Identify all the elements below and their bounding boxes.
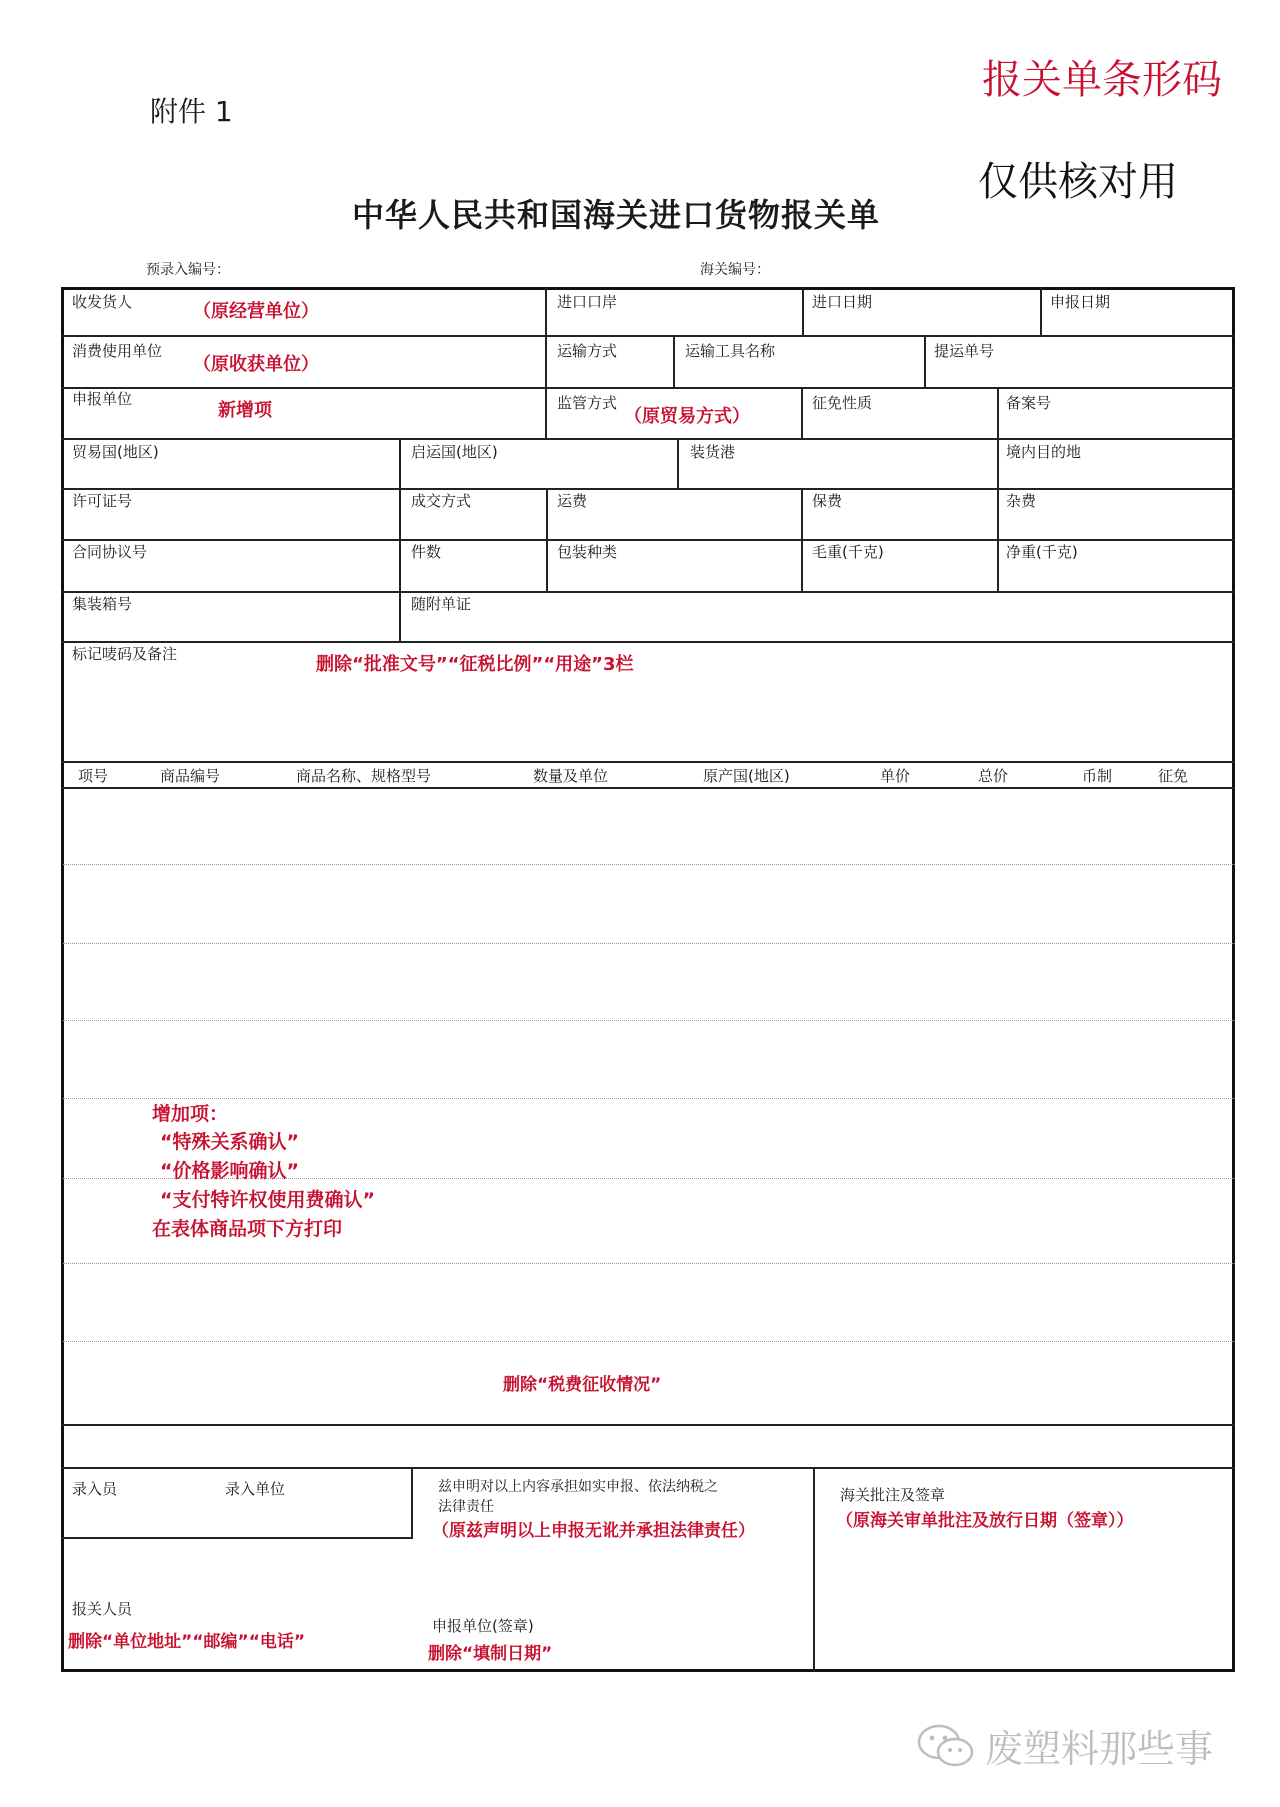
trade-country-label: 贸易国(地区) <box>72 443 159 461</box>
import-port-label: 进口口岸 <box>557 293 618 311</box>
goods-header-name-spec: 商品名称、规格型号 <box>296 767 432 785</box>
transport-name-label: 运输工具名称 <box>685 342 776 360</box>
declare-unit-label: 申报单位 <box>72 390 133 408</box>
former-declaration-note: （原兹声明以上申报无讹并承担法律责任） <box>432 1521 755 1541</box>
consignee-label: 收发货人 <box>72 293 133 311</box>
delete-marks-note: 删除“批准文号”“征税比例”“用途”3栏 <box>316 654 634 675</box>
marks-remarks-label: 标记唛码及备注 <box>72 645 178 663</box>
loading-port-label: 装货港 <box>690 443 736 461</box>
contract-number-label: 合同协议号 <box>72 543 148 561</box>
container-number-label: 集装箱号 <box>72 595 133 613</box>
destination-label: 境内目的地 <box>1006 443 1082 461</box>
declaration-statement-line2: 法律责任 <box>438 1499 494 1515</box>
declaration-statement-line1: 兹申明对以上内容承担如实申报、依法纳税之 <box>438 1479 718 1495</box>
import-date-label: 进口日期 <box>812 293 873 311</box>
insurance-label: 保费 <box>812 492 843 510</box>
entry-unit-label: 录入单位 <box>225 1480 286 1498</box>
add-item-price-impact: “价格影响确认” <box>160 1160 299 1182</box>
declaration-form-frame <box>61 287 1235 1672</box>
barcode-note: 报关单条形码 <box>982 57 1222 103</box>
net-weight-label: 净重(千克) <box>1006 543 1078 561</box>
record-number-label: 备案号 <box>1006 394 1052 412</box>
goods-header-total-price: 总价 <box>978 767 1009 785</box>
declare-date-label: 申报日期 <box>1050 293 1111 311</box>
page-title: 中华人民共和国海关进口货物报关单 <box>352 196 881 234</box>
verify-note: 仅供核对用 <box>978 159 1178 205</box>
goods-header-currency: 币制 <box>1082 767 1113 785</box>
former-trade-mode-note: （原贸易方式） <box>624 406 750 427</box>
attached-docs-label: 随附单证 <box>411 595 472 613</box>
goods-header-item-no: 项号 <box>78 767 109 785</box>
add-items-print-note: 在表体商品项下方打印 <box>152 1218 343 1240</box>
former-customs-approval-note: （原海关审单批注及放行日期（签章）） <box>836 1511 1134 1531</box>
former-operator-note: （原经营单位） <box>193 301 319 322</box>
consumer-unit-label: 消费使用单位 <box>72 342 163 360</box>
bill-number-label: 提运单号 <box>934 342 995 360</box>
delete-date-note: 删除“填制日期” <box>428 1644 553 1664</box>
goods-header-origin: 原产国(地区) <box>703 767 790 785</box>
attachment-label: 附件 1 <box>150 95 233 128</box>
goods-header-quantity: 数量及单位 <box>533 767 609 785</box>
license-number-label: 许可证号 <box>72 492 133 510</box>
package-type-label: 包装种类 <box>557 543 618 561</box>
goods-header-exemption: 征免 <box>1158 767 1189 785</box>
misc-fee-label: 杂费 <box>1006 492 1037 510</box>
declare-unit-seal-label: 申报单位(签章) <box>432 1617 534 1635</box>
departure-country-label: 启运国(地区) <box>411 443 498 461</box>
wechat-icon <box>915 1722 977 1770</box>
goods-header-unit-price: 单价 <box>880 767 911 785</box>
add-item-royalty-payment: “支付特许权使用费确认” <box>160 1189 375 1211</box>
transport-mode-label: 运输方式 <box>557 342 618 360</box>
customs-number-label: 海关编号： <box>700 262 770 278</box>
pre-entry-number-label: 预录入编号： <box>146 262 230 278</box>
deal-mode-label: 成交方式 <box>411 492 472 510</box>
gross-weight-label: 毛重(千克) <box>812 543 884 561</box>
supervision-mode-label: 监管方式 <box>557 394 618 412</box>
customs-approval-label: 海关批注及签章 <box>840 1486 946 1504</box>
delete-address-note: 删除“单位地址”“邮编”“电话” <box>68 1632 306 1652</box>
packages-label: 件数 <box>411 543 442 561</box>
delete-tax-note: 删除“税费征收情况” <box>503 1375 662 1395</box>
declarant-label: 报关人员 <box>72 1600 133 1618</box>
add-items-title: 增加项： <box>152 1103 229 1125</box>
tax-nature-label: 征免性质 <box>812 394 873 412</box>
add-item-special-relation: “特殊关系确认” <box>160 1131 299 1153</box>
wechat-watermark <box>915 1718 1213 1773</box>
entry-clerk-label: 录入员 <box>72 1480 118 1498</box>
goods-header-hs-code: 商品编号 <box>160 767 221 785</box>
new-item-note: 新增项 <box>218 400 272 421</box>
watermark-text: 废塑料那些事 <box>985 1727 1214 1771</box>
freight-label: 运费 <box>557 492 588 510</box>
former-receiver-note: （原收获单位） <box>193 354 319 375</box>
